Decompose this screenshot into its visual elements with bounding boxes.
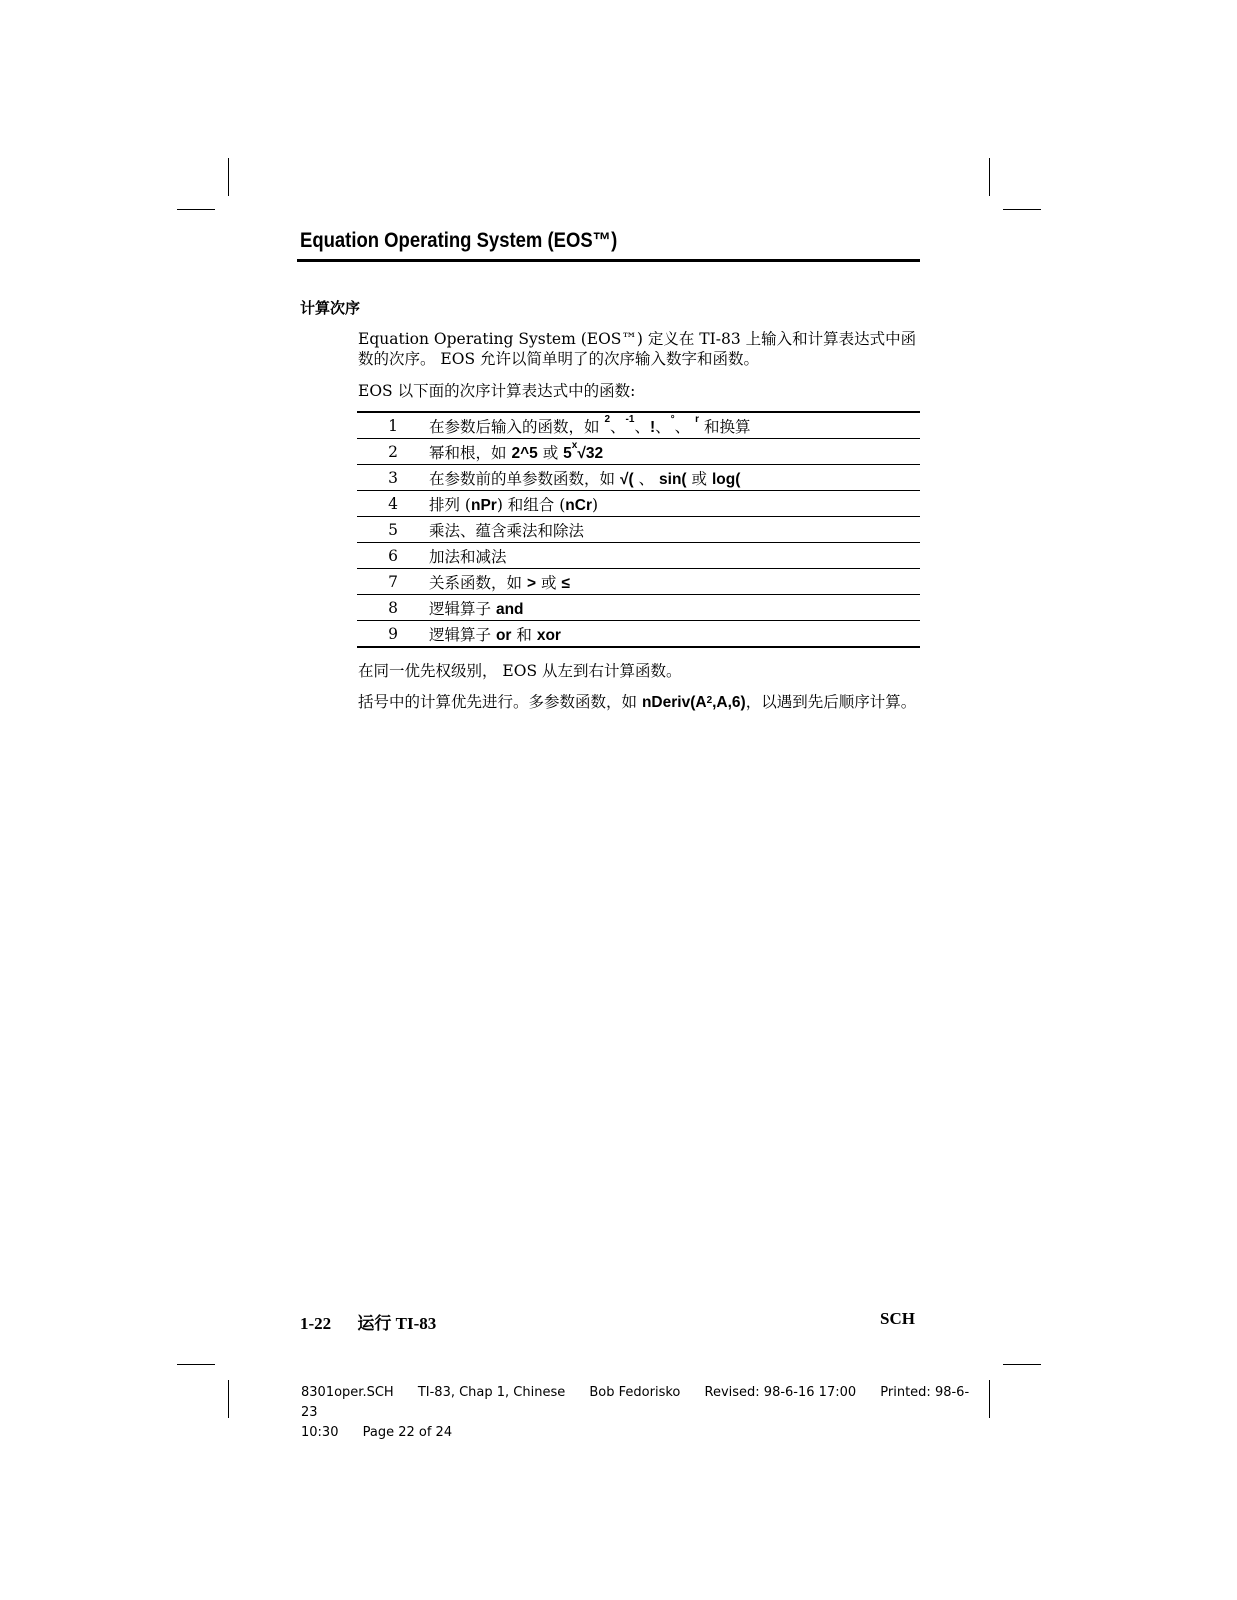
crop-mark: [1003, 1364, 1041, 1365]
table-row: [357, 490, 920, 516]
row-description: [429, 623, 920, 645]
same-level-note: 在同一优先权级别， EOS 从左到右计算函数。: [358, 662, 682, 680]
row-description: [429, 415, 920, 437]
keyword: √32: [577, 444, 604, 462]
keyword: or: [495, 626, 512, 644]
separator: 或: [691, 469, 708, 488]
crop-mark: [177, 1364, 215, 1365]
row-number: 3: [388, 468, 398, 487]
printed-time: 10:30: [301, 1425, 339, 1440]
page-count: Page 22 of 24: [362, 1425, 453, 1440]
crop-mark: [228, 1380, 229, 1418]
table-row: [357, 594, 920, 620]
note-text: 括号中的计算优先进行。多参数函数，如: [358, 693, 638, 711]
keyword: log(: [711, 470, 741, 488]
note-text: ，以遇到先后顺序计算。: [745, 693, 917, 711]
row-text: 逻辑算子: [429, 599, 492, 618]
row-text: 排列 (: [429, 495, 471, 514]
keyword: 2: [706, 695, 713, 706]
row-description: [429, 493, 920, 515]
page-footer: [300, 1309, 436, 1334]
intro-paragraph: Equation Operating System (EOS™) 定义在 TI-83 上输入和计算表达式中函数的次序。 EOS 允许以简单明了的次序输入数字和函数。: [358, 330, 917, 368]
keyword: 5: [563, 444, 572, 462]
keyword: nCr: [565, 496, 592, 514]
table-row: [357, 464, 920, 490]
row-description: [429, 571, 920, 593]
separator: 和: [516, 625, 532, 644]
row-text: ): [591, 495, 599, 514]
table-row: [357, 620, 920, 646]
keyword: ,A,6): [712, 694, 746, 711]
language-code: SCH: [880, 1309, 915, 1328]
author: Bob Fedorisko: [589, 1385, 681, 1400]
row-text: 在参数后输入的函数，如: [429, 417, 600, 436]
page-number: 1-22: [300, 1314, 332, 1333]
row-text: 幂和根，如: [429, 443, 507, 462]
row-description: [429, 467, 920, 489]
file-name: 8301oper.SCH: [301, 1385, 394, 1400]
row-number: 6: [388, 546, 398, 565]
row-number: 8: [388, 598, 398, 617]
row-description: [429, 441, 920, 463]
keyword: xor: [536, 626, 561, 644]
keyword: 2: [604, 413, 611, 425]
row-text: 逻辑算子: [429, 625, 492, 644]
separator: 、: [634, 417, 650, 436]
row-text: ) 和组合 (: [496, 495, 566, 514]
row-number: 9: [388, 624, 398, 643]
section-title: Equation Operating System (EOS™): [300, 229, 618, 252]
intro-lead: EOS 以下面的次序计算表达式中的函数:: [358, 382, 636, 400]
row-text: 和换算: [703, 417, 751, 436]
chapter-title: 运行 TI-83: [357, 1314, 437, 1333]
row-text: 在参数前的单参数函数，如: [429, 469, 616, 488]
row-description: 加法和减法: [429, 547, 507, 566]
keyword: √(: [619, 470, 634, 488]
separator: 、: [674, 417, 691, 436]
keyword: ≤: [561, 574, 570, 592]
keyword: nPr: [470, 496, 497, 514]
print-info: [301, 1383, 981, 1443]
row-number: 2: [388, 442, 398, 461]
row-number: 1: [388, 416, 398, 435]
table-row: [357, 413, 920, 438]
table-row: [357, 516, 920, 542]
separator: 、: [610, 417, 626, 436]
crop-mark: [1003, 209, 1041, 210]
crop-mark: [177, 209, 215, 210]
parentheses-note: [358, 692, 920, 713]
row-description: [429, 597, 920, 619]
keyword: >: [526, 574, 537, 592]
row-number: 5: [388, 520, 398, 539]
keyword: °: [670, 413, 675, 425]
keyword: 2^5: [511, 444, 538, 462]
separator: 、: [638, 469, 655, 488]
keyword: -1: [625, 413, 635, 425]
crop-mark: [989, 1380, 990, 1418]
title-rule: [297, 259, 920, 262]
keyword: r: [695, 413, 699, 425]
doc-name: TI-83, Chap 1, Chinese: [417, 1385, 566, 1400]
keyword: nDeriv(A: [641, 694, 707, 711]
keyword: x: [571, 439, 578, 451]
precedence-table: [357, 411, 920, 648]
keyword: and: [495, 600, 524, 618]
keyword: !: [649, 418, 656, 436]
row-description: 乘法、蕴含乘法和除法: [429, 521, 585, 540]
row-text: 关系函数，如: [429, 573, 523, 592]
crop-mark: [989, 158, 990, 196]
row-number: 4: [388, 494, 398, 513]
subheading: 计算次序: [300, 299, 361, 317]
row-number: 7: [388, 572, 398, 591]
crop-mark: [228, 158, 229, 196]
printed-date: Printed: 98-6-23: [301, 1385, 970, 1420]
table-row: [357, 438, 920, 464]
separator: 、: [655, 417, 671, 436]
table-row: [357, 542, 920, 568]
keyword: sin(: [659, 470, 687, 488]
revised-date: Revised: 98-6-16 17:00: [704, 1385, 857, 1400]
table-row: [357, 568, 920, 594]
separator: 或: [540, 573, 557, 592]
separator: 或: [542, 443, 559, 462]
